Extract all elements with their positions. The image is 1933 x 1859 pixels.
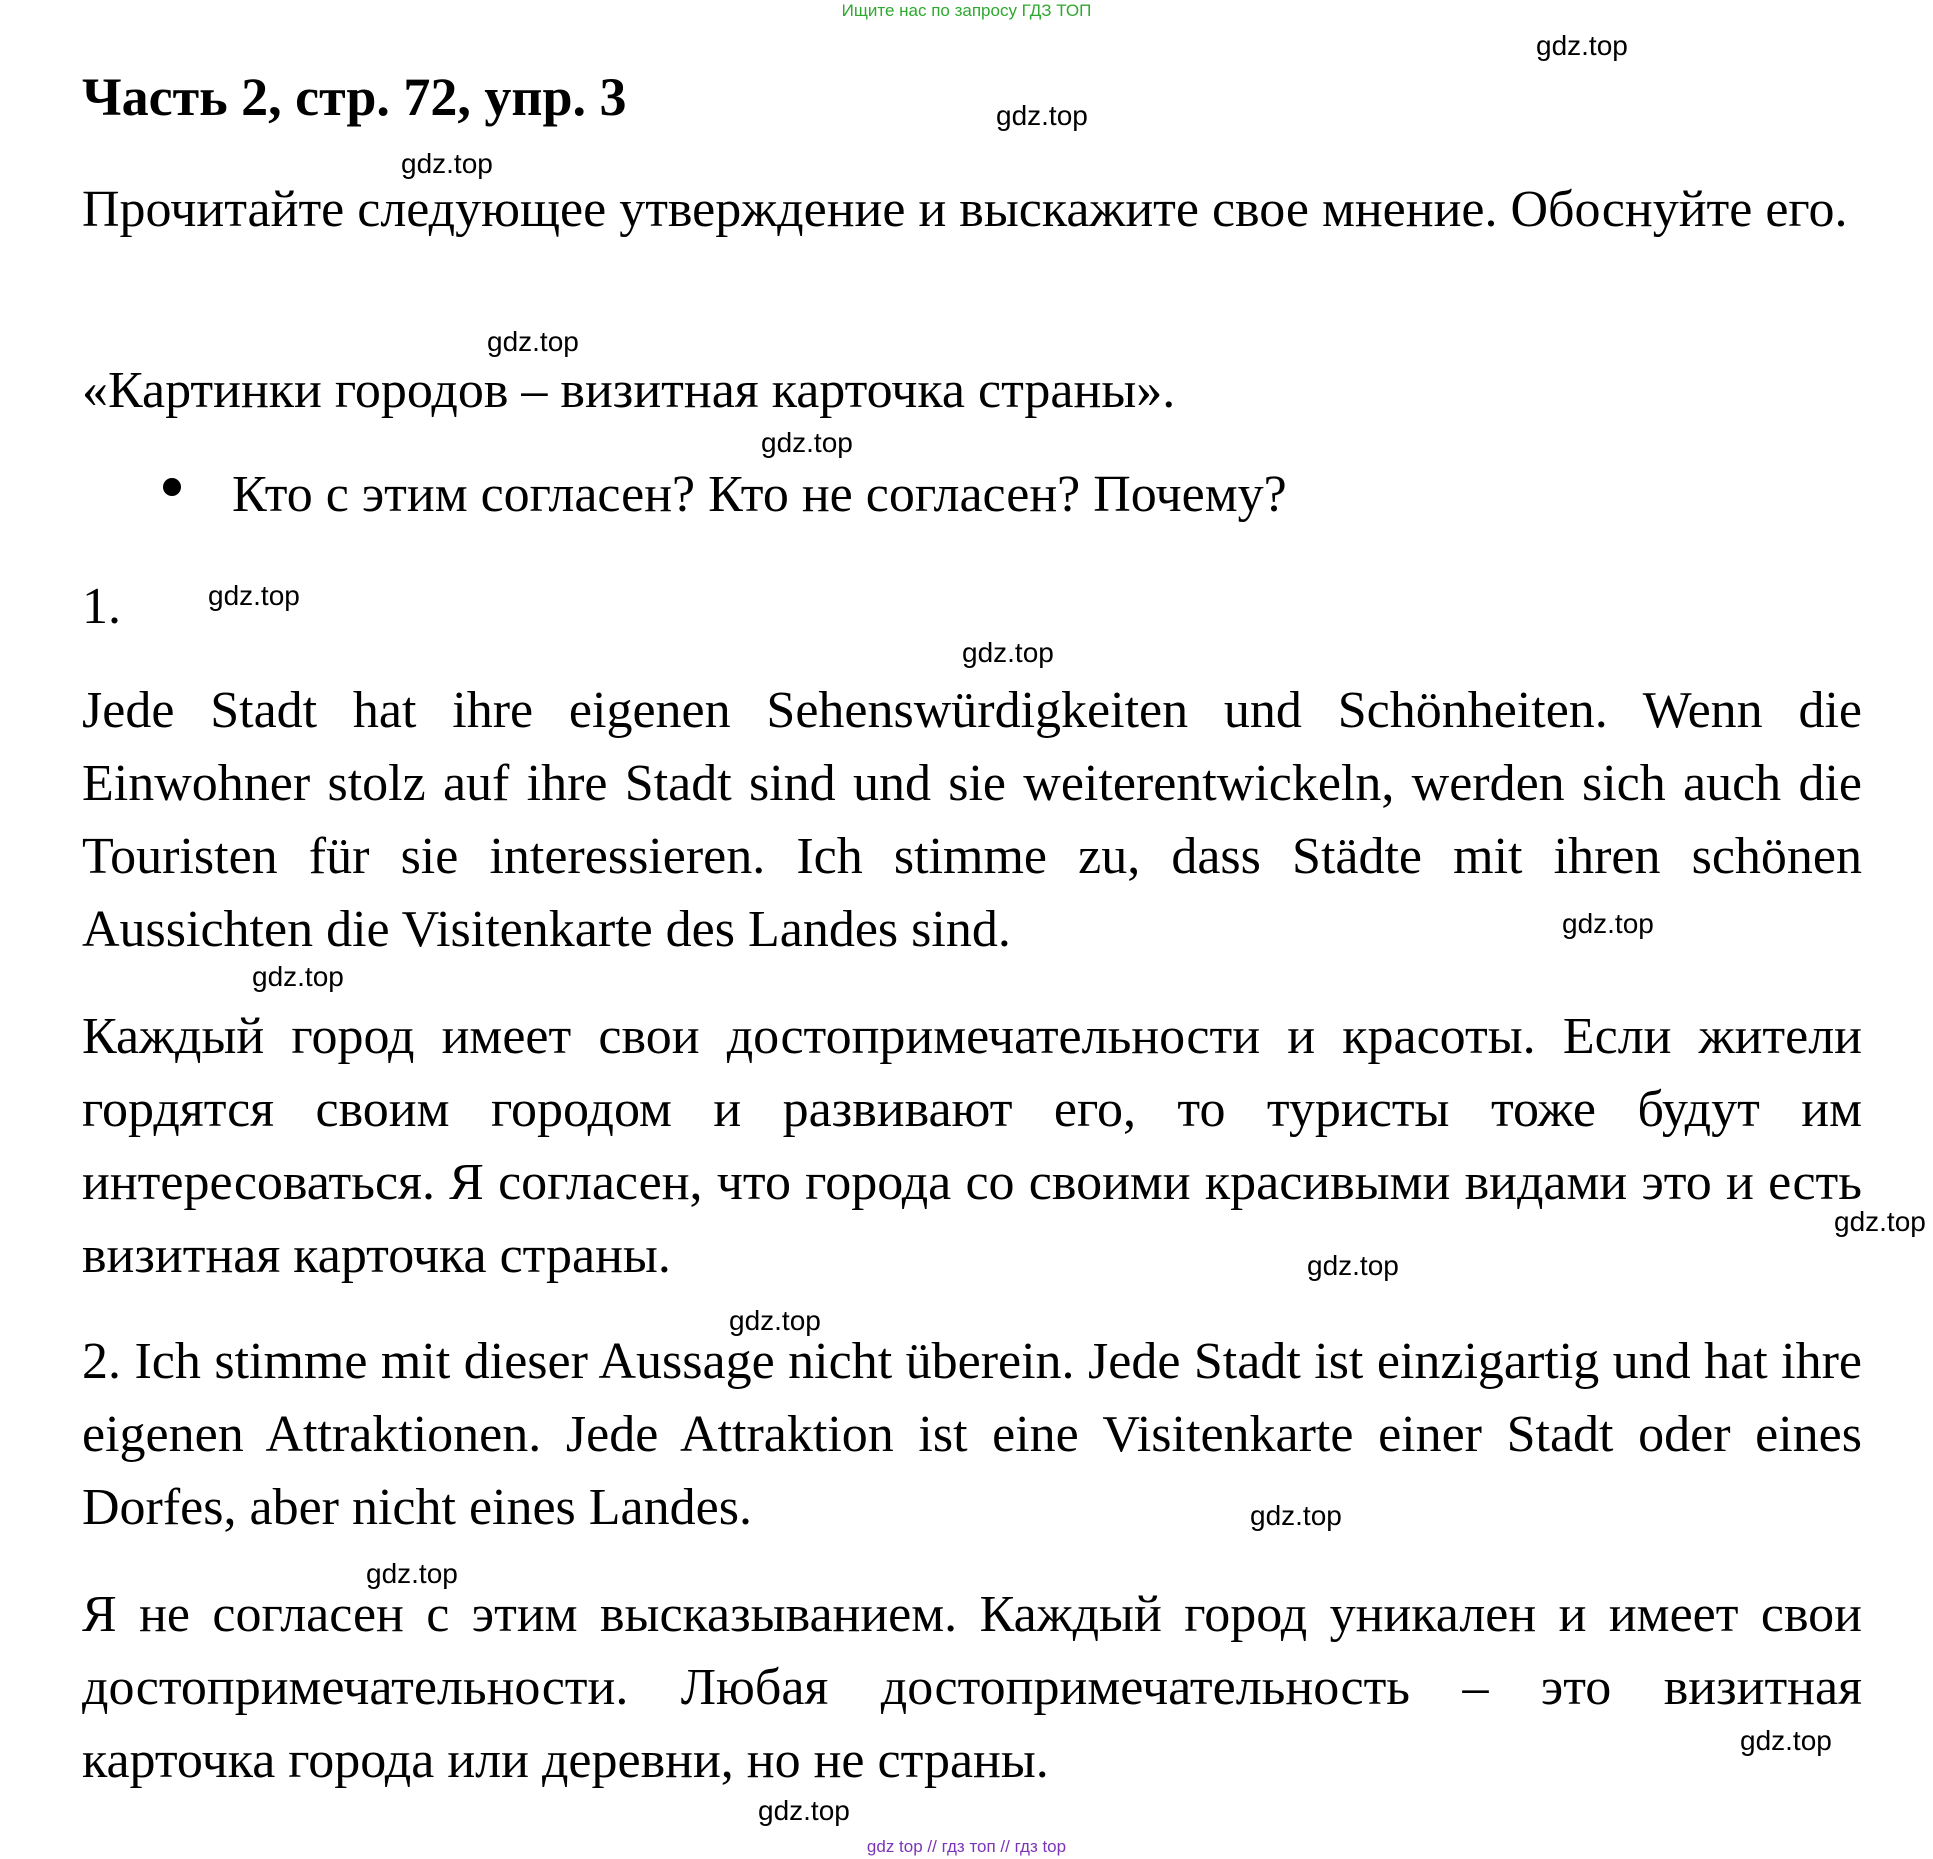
- search-hint-link[interactable]: Ищите нас по запросу ГДЗ ТОП: [841, 1, 1092, 20]
- footer-links[interactable]: gdz top // гдз топ // гдз top: [866, 1837, 1067, 1856]
- watermark: gdz.top: [1307, 1250, 1399, 1281]
- task-instruction: Прочитайте следующее утверждение и выскажите свое мнение. Обоснуйте его.: [82, 181, 1848, 238]
- watermark: gdz.top: [487, 326, 579, 357]
- watermark: gdz.top: [208, 580, 300, 611]
- watermark: gdz.top: [729, 1305, 821, 1336]
- watermark: gdz.top: [401, 148, 493, 179]
- answer1-german: Jede Stadt hat ihre eigenen Sehenswürdigkeiten und Schönheiten. Wenn die Einwohner stolz auf ihre Stadt sind und sie weiterentwickeln, werden sich auch die Touristen für sie interessieren. Ich stimme zu, dass Städte mit ihren schönen Aussichten die Visitenkarte des Landes sind.: [82, 682, 1862, 958]
- watermark: gdz.top: [962, 637, 1054, 668]
- watermark: gdz.top: [1250, 1500, 1342, 1531]
- answer1-number: 1.: [82, 578, 121, 635]
- task-bullet: Кто с этим согласен? Кто не согласен? Почему?: [232, 466, 1287, 523]
- task-quote: «Картинки городов – визитная карточка страны».: [82, 362, 1176, 419]
- watermark: gdz.top: [366, 1558, 458, 1589]
- page-title: Часть 2, стр. 72, упр. 3: [82, 67, 627, 127]
- bullet-icon: [163, 478, 181, 496]
- answer2-russian: Я не согласен с этим высказыванием. Каждый город уникален и имеет свои достопримечательности. Любая достопримечательность – это визитная карточка города или деревни, но не страны.: [82, 1586, 1862, 1789]
- watermark: gdz.top: [1562, 908, 1654, 939]
- watermark: gdz.top: [1740, 1725, 1832, 1756]
- watermark: gdz.top: [252, 961, 344, 992]
- watermark: gdz.top: [761, 427, 853, 458]
- answer2-german: 2. Ich stimme mit dieser Aussage nicht überein. Jede Stadt ist einzigartig und hat ihre eigenen Attraktionen. Jede Attraktion ist eine Visitenkarte einer Stadt oder eines Dorfes, aber nicht eines Landes.: [82, 1333, 1862, 1536]
- watermark: gdz.top: [758, 1795, 850, 1826]
- watermark: gdz.top: [1536, 30, 1628, 61]
- answer1-russian: Каждый город имеет свои достопримечательности и красоты. Если жители гордятся своим городом и развивают его, то туристы тоже будут им интересоваться. Я согласен, что города со своими красивыми видами это и есть визитная карточка страны.: [82, 1008, 1862, 1284]
- watermark: gdz.top: [996, 100, 1088, 131]
- watermark: gdz.top: [1834, 1206, 1926, 1237]
